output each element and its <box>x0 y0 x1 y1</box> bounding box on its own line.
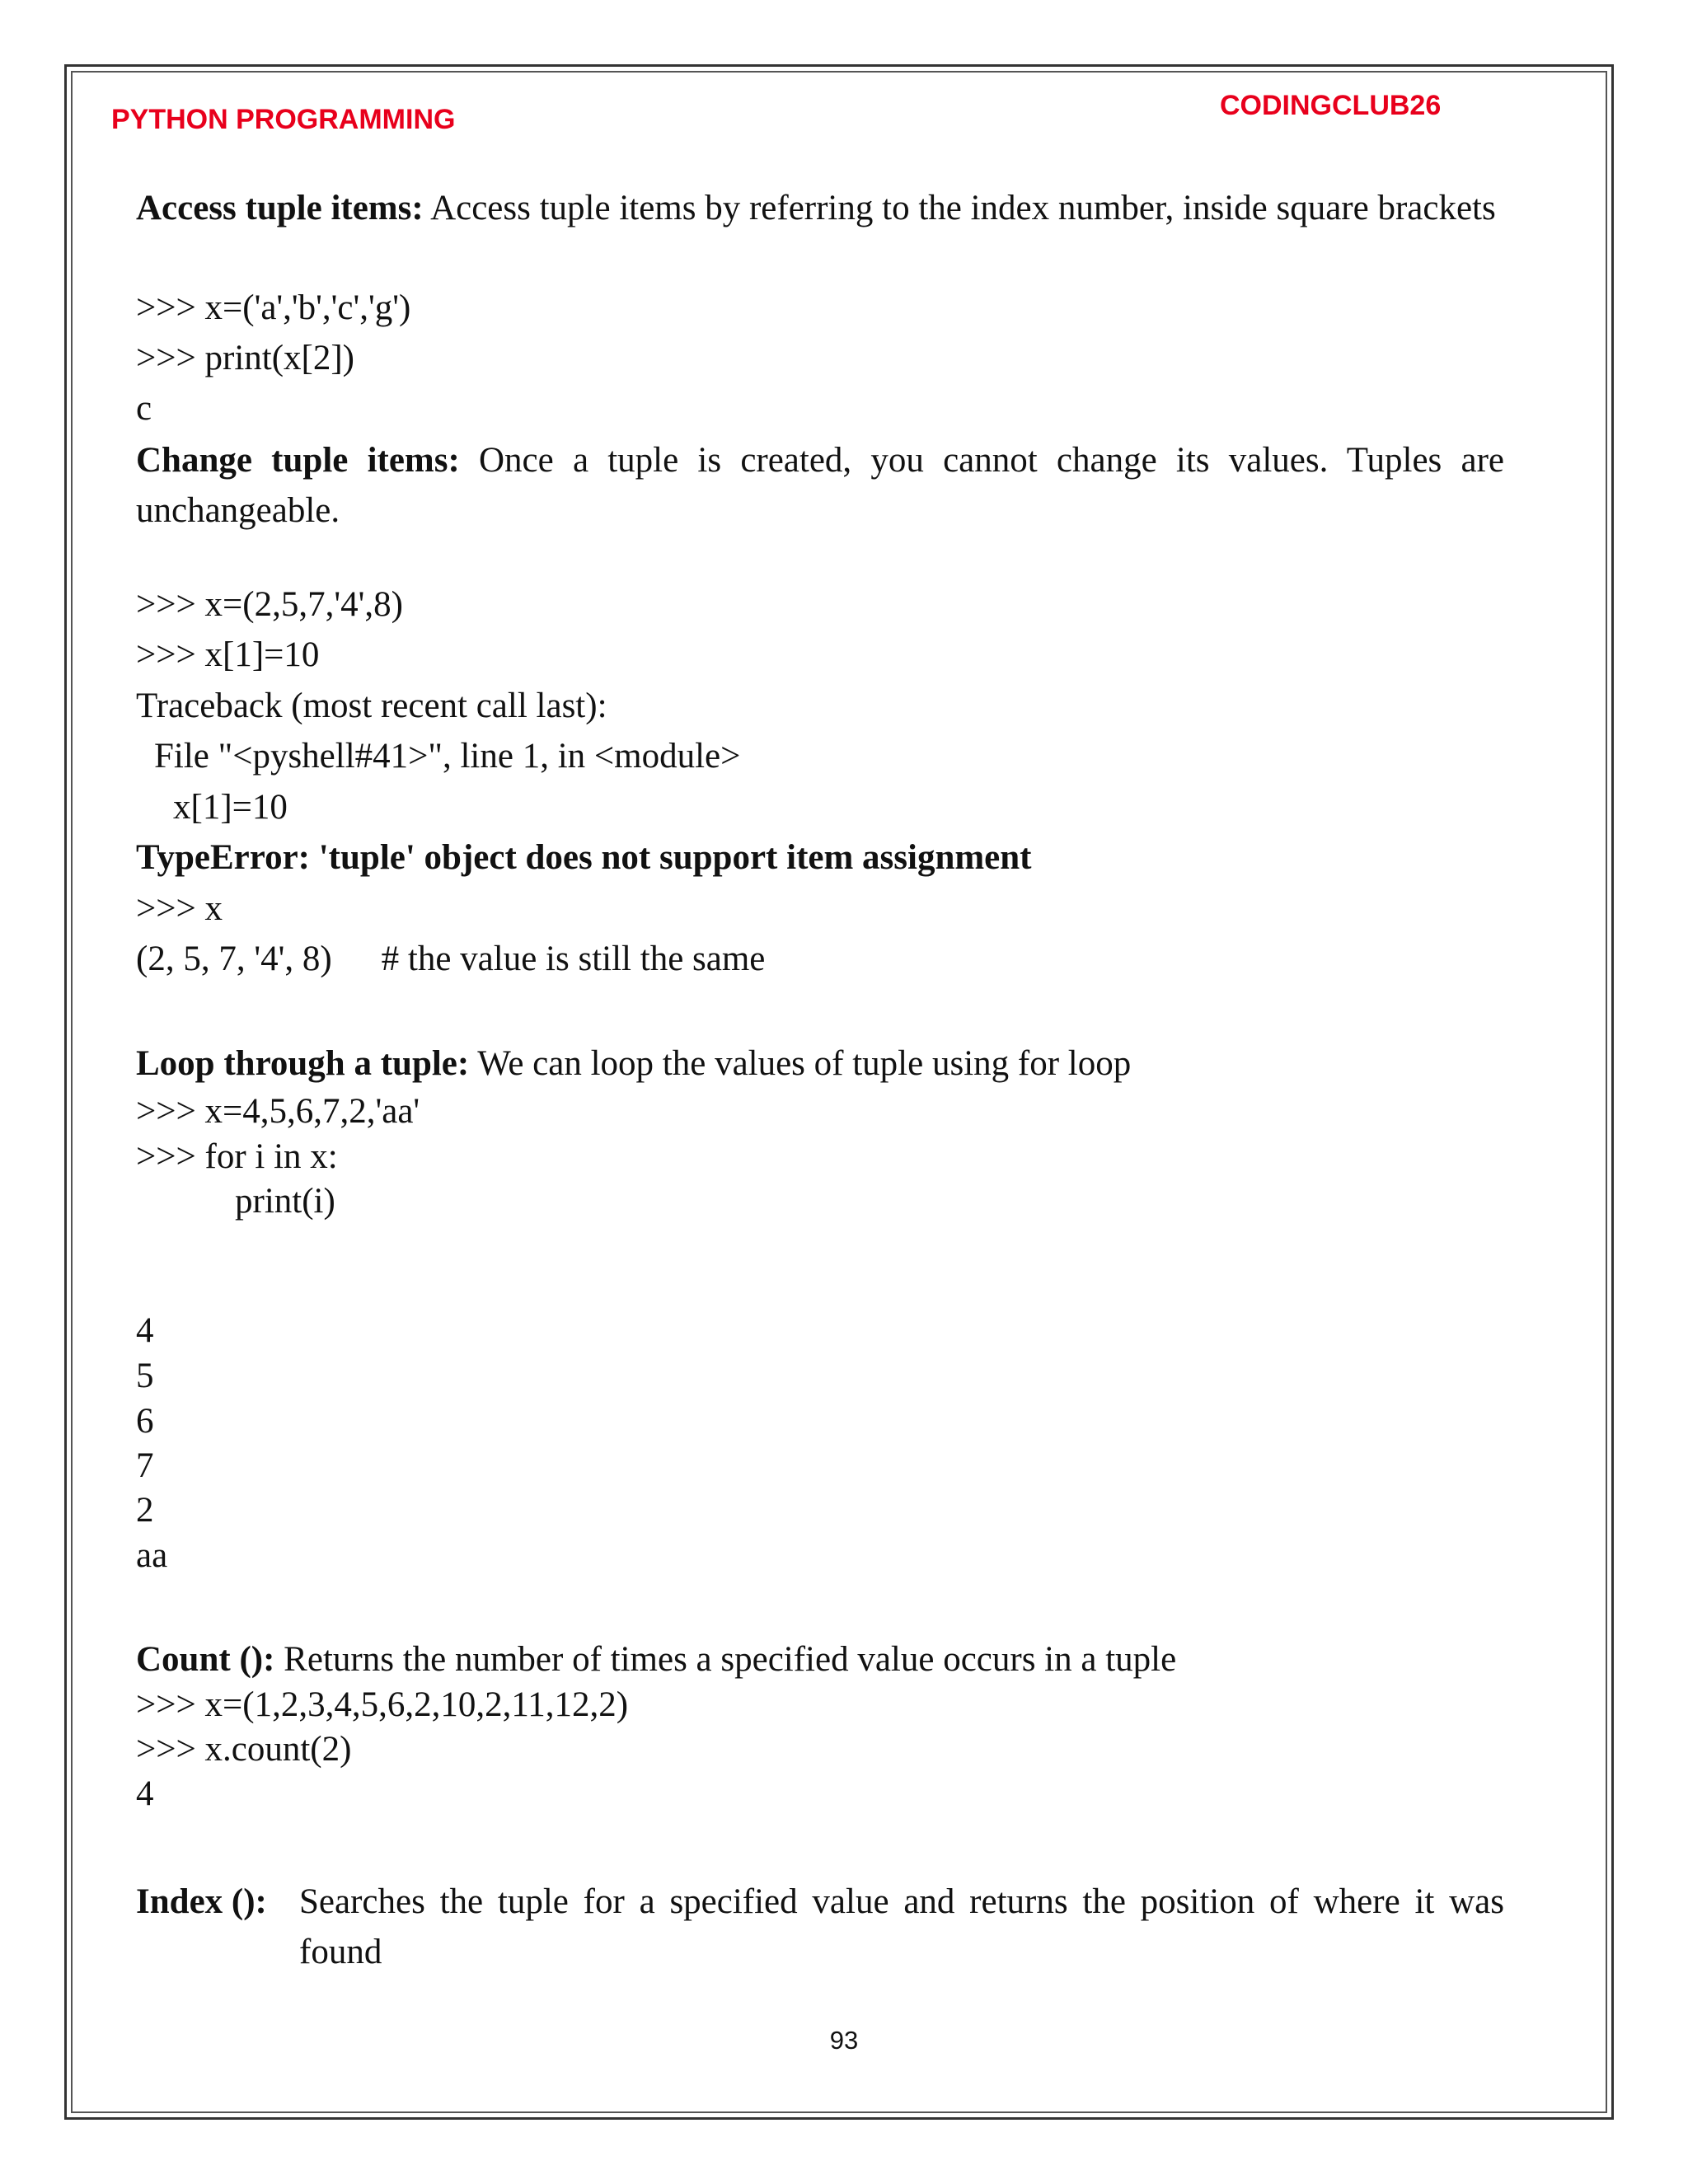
code-line: >>> x.count(2) <box>136 1730 352 1769</box>
change-text: Once a tuple is created, you cannot change its values. Tuples are unchangeable. <box>136 441 1504 530</box>
index-term: Index (): <box>136 1882 267 1921</box>
index-text: Searches the tuple for a specified value and returns the position of where it was found <box>299 1882 1504 1971</box>
error-message: TypeError: 'tuple' object does not support item assignment <box>136 838 1032 877</box>
code-line: >>> x[1]=10 <box>136 635 320 674</box>
access-term: Access tuple items: <box>136 189 424 227</box>
result-comment: # the value is still the same <box>381 940 766 978</box>
code-line: >>> print(x[2]) <box>136 339 354 377</box>
count-text: Returns the number of times a specified value occurs in a tuple <box>274 1640 1177 1679</box>
access-paragraph <box>136 183 1504 233</box>
change-paragraph <box>136 435 1504 536</box>
result-value: (2, 5, 7, '4', 8) <box>136 940 332 978</box>
output-line <box>136 935 765 984</box>
header-right-title: CODINGCLUB26 <box>1220 90 1442 121</box>
loop-text: We can loop the values of tuple using for loop <box>469 1044 1132 1083</box>
code-line: >>> x=(1,2,3,4,5,6,2,10,2,11,12,2) <box>136 1685 629 1724</box>
code-line: print(i) <box>235 1182 335 1221</box>
access-text: Access tuple items by referring to the index number, inside square brackets <box>423 189 1496 227</box>
change-term: Change tuple items: <box>136 441 460 480</box>
code-line: >>> for i in x: <box>136 1137 338 1176</box>
traceback-line: x[1]=10 <box>173 788 288 827</box>
page-number: 93 <box>829 2026 859 2055</box>
loop-term: Loop through a tuple: <box>136 1044 470 1083</box>
output-line: aa <box>136 1536 168 1575</box>
code-line: >>> x=('a','b','c','g') <box>136 288 411 327</box>
code-line: >>> x=4,5,6,7,2,'aa' <box>136 1092 420 1131</box>
output-line: 6 <box>136 1402 154 1441</box>
output-line: c <box>136 389 152 428</box>
output-line: 2 <box>136 1491 154 1530</box>
code-line: >>> x <box>136 889 223 928</box>
output-line: 4 <box>136 1774 154 1813</box>
traceback-line: Traceback (most recent call last): <box>136 687 607 725</box>
output-line: 7 <box>136 1446 154 1485</box>
header-left-title: PYTHON PROGRAMMING <box>111 104 456 135</box>
count-term: Count (): <box>136 1640 275 1679</box>
count-paragraph <box>136 1635 1176 1685</box>
output-line: 5 <box>136 1357 154 1395</box>
output-line: 4 <box>136 1311 154 1350</box>
code-line: >>> x=(2,5,7,'4',8) <box>136 585 403 624</box>
traceback-line: File "<pyshell#41>", line 1, in <module> <box>154 737 741 776</box>
loop-paragraph <box>136 1039 1131 1089</box>
